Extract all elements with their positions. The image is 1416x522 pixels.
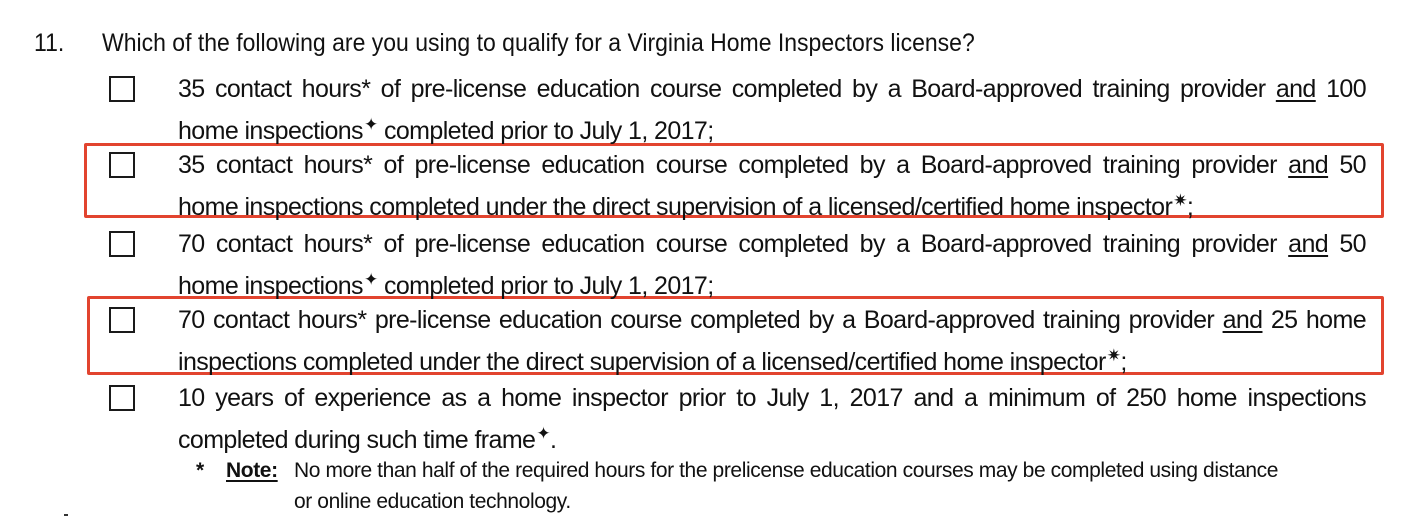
option-1-and: and (1275, 75, 1316, 103)
option-4-line2: inspections completed under the direct supervision of a licensed/certified home inspector (178, 348, 1106, 376)
option-5-checkbox[interactable] (109, 385, 135, 411)
option-2-line1: 35 contact hours* of pre-license education course completed by a Board-approved training provider (178, 151, 1289, 179)
option-3-line2-end: completed prior to July 1, 2017; (377, 272, 714, 300)
option-3-line2: home inspections (178, 272, 363, 300)
footnote-line2: or online education technology. (294, 490, 571, 513)
option-4-line1: 70 contact hours* pre-license education course completed by a Board-approved training provider (178, 306, 1223, 334)
option-3-and: and (1288, 230, 1329, 258)
option-5-line2-end: . (550, 426, 557, 454)
footnote-line1: No more than half of the required hours for the prelicense education courses may be completed using distance (294, 459, 1279, 482)
option-5-text (178, 381, 1366, 458)
option-4-and: and (1222, 306, 1263, 334)
option-1-text (178, 72, 1366, 149)
option-1-line1-end: 100 (1315, 75, 1366, 103)
option-5-line1: 10 years of experience as a home inspector prior to July 1, 2017 and a minimum of 250 home inspections (178, 384, 1366, 412)
question-text: Which of the following are you using to qualify for a Virginia Home Inspectors license? (102, 29, 975, 57)
option-2-line1-end: 50 (1328, 151, 1366, 179)
option-2-line2-end: ; (1186, 193, 1194, 221)
option-4-line1-end: 25 home (1262, 306, 1367, 334)
option-3-line1: 70 contact hours* of pre-license education course completed by a Board-approved training provider (178, 230, 1289, 258)
diamond-star-icon: ✦ (363, 270, 378, 289)
option-4-checkbox[interactable] (109, 307, 135, 333)
option-2-and: and (1288, 151, 1329, 179)
option-4-text (178, 303, 1366, 380)
option-4-line2-end: ; (1120, 348, 1127, 376)
option-5-line2: completed during such time frame (178, 426, 536, 454)
question-number: 11. (34, 29, 65, 57)
option-3-checkbox[interactable] (109, 231, 135, 257)
option-2-line2: home inspections completed under the direct supervision of a licensed/certified home inspector (178, 193, 1173, 221)
footnote-asterisk: * (196, 459, 204, 482)
footnote-label: Note: (226, 459, 278, 482)
burst-star-icon: ✷ (1106, 346, 1121, 365)
option-1-checkbox[interactable] (109, 76, 135, 102)
option-3-line1-end: 50 (1328, 230, 1366, 258)
option-2-checkbox[interactable] (109, 152, 135, 178)
option-2-text (178, 148, 1366, 225)
option-1-line1: 35 contact hours* of pre-license education course completed by a Board-approved training provider (178, 75, 1276, 103)
diamond-star-icon: ✦ (536, 424, 551, 443)
burst-star-icon: ✷ (1173, 191, 1187, 210)
option-1-line2: home inspections (178, 117, 363, 145)
scan-artifact (64, 514, 68, 516)
diamond-star-icon: ✦ (363, 115, 378, 134)
option-1-line2-end: completed prior to July 1, 2017; (377, 117, 714, 145)
footnote-body (294, 455, 1374, 517)
option-3-text (178, 227, 1366, 304)
